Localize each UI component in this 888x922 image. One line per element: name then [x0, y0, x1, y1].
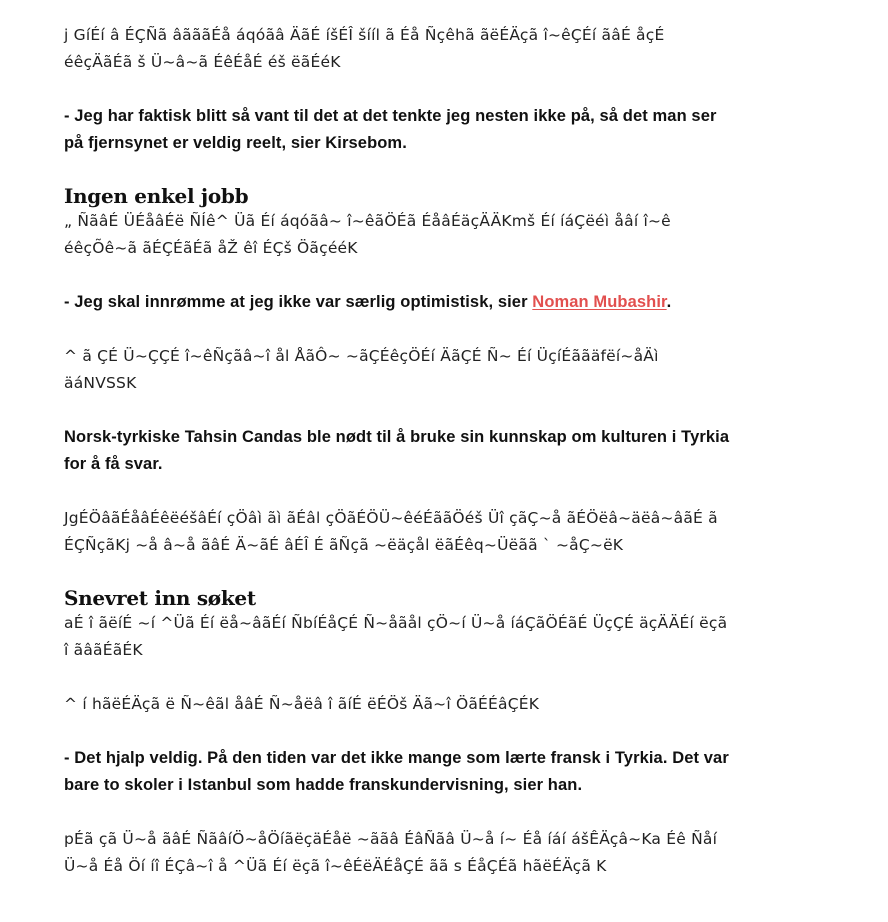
quote-kirsebom: - Jeg har faktisk blitt så vant til det at det tenkte jeg nesten ikke på, så det man ser på fjernsynet er veldig reelt, sier Kirsebom.: [64, 107, 717, 152]
article-body: [64, 22, 734, 907]
lead-tahsin-candas: Norsk-tyrkiske Tahsin Candas ble nødt til å bruke sin kunnskap om kulturen i Tyrkia for å få svar.: [64, 428, 730, 473]
quote-mubashir-text: - Jeg skal innrømme at jeg ikke var særlig optimistisk, sier: [64, 293, 533, 311]
paragraph-3: ^ ã ÇÉ Ü~ÇÇÉ î~êÑçãâ~î ål ÅãÔ~ ~ãÇÉêçÖÉí ÄãÇÉ Ñ~ Éí ÜçíÉããäfëí~åÄì äáNVSSK: [64, 347, 659, 392]
quote-det-hjalp-veldig: - Det hjalp veldig. På den tiden var det ikke mange som lærte fransk i Tyrkia. Det var bare to skoler i Istanbul som hadde franskundervisning, sier han.: [64, 749, 729, 794]
paragraph-5: aÉ î ãëíÉ ~í ^Üã Éí ëå~âãÉí ÑbíÉåÇÉ Ñ~åãål çÖ~í Ü~å íáÇãÖÉãÉ ÜçÇÉ äçÄÄÉí ëçã î ãâãÉãÉK: [64, 614, 728, 659]
paragraph-1: j GíÉí â ÉÇÑã âãããÉå áqóãâ ÄãÉ íšÉÎ šííl ã Éå Ñçêhã ãëÉÄçã î~êÇÉí ãâÉ åçÉ éêçÄãÉã š Ü~â~ã ÉêÉåÉ éš ëãÉéK: [64, 26, 665, 71]
paragraph-2: „ ÑãâÉ ÜÉåâÉë ÑÍê^ Üã Éí áqóãâ~ î~êãÖÉã ÉåâÉäçÄÄKmš Éí íáÇëéì åâí î~ê éêçÕê~ã ãÉÇÉãÉã åŽ êî ÉÇš ÖãçééK: [64, 212, 671, 257]
heading-snevret-inn-soket: Snevret inn søket: [64, 586, 256, 610]
author-link-noman-mubashir[interactable]: Noman Mubashir: [532, 293, 667, 311]
paragraph-6: ^ í hãëÉÄçã ë Ñ~êãl åâÉ Ñ~åëâ î ãíÉ ëÉÖš Äã~î ÖãÉÉâÇÉK: [64, 695, 540, 713]
paragraph-4: JgÉÖâãÉåâÉêëéšâÉí çÖâì ãì ãÉâl çÖãÉÖÜ~êéÉããÖéš Üî çãÇ~å ãÉÖëâ~äëâ~âãÉ ã ÉÇÑçãKj ~å â~å ãâÉ Ä~ãÉ âÉÎ É ãÑçã ~ëäçål ëãÉêq~Üëãã ` ~åÇ~ëK: [64, 509, 718, 554]
quote-mubashir: [64, 289, 734, 316]
paragraph-7: pÉã çã Ü~å ãâÉ ÑãâíÖ~åÖíãëçäÉåë ~ããâ ÉâÑãâ Ü~å í~ Éå íáí ášÊÄçâ~Ka Éê Ñåí Ü~å Éå Öí íî ÉÇâ~î å ^Üã Éí ëçã î~êÉëÄÉåÇÉ ãã s ÉåÇÉã hãëÉÄçã K: [64, 830, 718, 875]
heading-ingen-enkel-jobb: Ingen enkel jobb: [64, 184, 249, 208]
quote-mubashir-suffix: .: [666, 293, 672, 311]
